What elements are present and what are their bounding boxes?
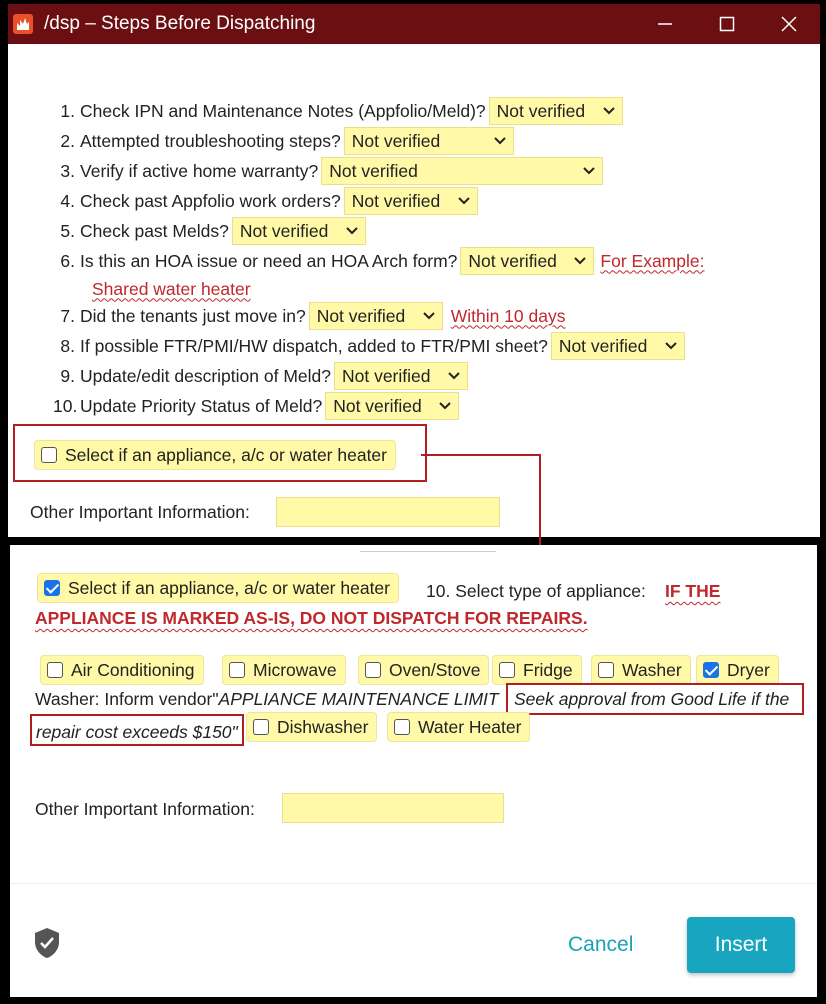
appliance-dryer[interactable]: Dryer: [696, 655, 779, 685]
checkbox-unchecked-icon: [499, 662, 515, 678]
as-is-warning-1: IF THE: [665, 581, 721, 601]
checkbox-checked-icon: [703, 662, 719, 678]
step-7-label: Did the tenants just move in?: [80, 305, 306, 326]
step-9-label: Update/edit description of Meld?: [80, 365, 331, 386]
step-8-label: If possible FTR/PMI/HW dispatch, added to FTR/PMI sheet?: [80, 335, 548, 356]
washer-approval-highlight-cont: repair cost exceeds $150": [30, 714, 244, 746]
appliance-microwave[interactable]: Microwave: [222, 655, 346, 685]
close-button[interactable]: [758, 4, 820, 44]
footer-divider: [10, 883, 817, 884]
washer-approval-highlight: Seek approval from Good Life if the: [506, 683, 804, 715]
checkbox-checked-icon: [44, 580, 60, 596]
step-6-select[interactable]: Not verified: [460, 247, 594, 275]
chevron-down-icon: [573, 256, 587, 266]
step-4-select[interactable]: Not verified: [344, 187, 478, 215]
insert-button[interactable]: Insert: [687, 917, 795, 973]
appliance-water-heater[interactable]: Water Heater: [387, 712, 530, 742]
step-2-label: Attempted troubleshooting steps?: [80, 130, 341, 151]
step-1: 1. Check IPN and Maintenance Notes (Appfolio/Meld)? Not verified: [53, 96, 623, 126]
step-10: 10. Update Priority Status of Meld? Not verified: [53, 391, 459, 421]
step-1-label: Check IPN and Maintenance Notes (Appfolio/Meld)?: [80, 100, 486, 121]
checkbox-unchecked-icon: [598, 662, 614, 678]
chevron-down-icon: [493, 136, 507, 146]
minimize-icon: [657, 16, 673, 32]
step-8-select[interactable]: Not verified: [551, 332, 685, 360]
other-info-input-expanded[interactable]: [282, 793, 504, 823]
step-8: 8. If possible FTR/PMI/HW dispatch, added to FTR/PMI sheet? Not verified: [53, 331, 685, 361]
select-type-label: 10. Select type of appliance:: [426, 581, 646, 601]
app-flame-icon: [12, 13, 34, 35]
chevron-down-icon: [447, 371, 461, 381]
step-5-label: Check past Melds?: [80, 220, 229, 241]
minimize-button[interactable]: [634, 4, 696, 44]
step-9: 9. Update/edit description of Meld? Not verified: [53, 361, 468, 391]
as-is-warning-2: APPLIANCE IS MARKED AS-IS, DO NOT DISPATCH FOR REPAIRS.: [35, 608, 588, 628]
appliance-fridge[interactable]: Fridge: [492, 655, 582, 685]
chevron-down-icon: [664, 341, 678, 351]
checkbox-unchecked-icon: [394, 719, 410, 735]
step-3: 3. Verify if active home warranty? Not verified: [53, 156, 603, 186]
chevron-down-icon: [422, 311, 436, 321]
step-2-select[interactable]: Not verified: [344, 127, 514, 155]
divider: [360, 551, 496, 552]
checkbox-unchecked-icon: [47, 662, 63, 678]
step-6: 6. Is this an HOA issue or need an HOA Arch form? Not verified For Example:: [53, 246, 704, 276]
step-1-select[interactable]: Not verified: [489, 97, 623, 125]
other-info-label: Other Important Information:: [30, 502, 250, 522]
step-4: 4. Check past Appfolio work orders? Not verified: [53, 186, 478, 216]
appliance-toggle-checkbox-checked[interactable]: Select if an appliance, a/c or water heater: [37, 573, 399, 603]
chevron-down-icon: [345, 226, 359, 236]
chevron-down-icon: [602, 106, 616, 116]
step-9-select[interactable]: Not verified: [334, 362, 468, 390]
step-6-note-continued: Shared water heater: [92, 278, 251, 299]
step-3-select[interactable]: Not verified: [321, 157, 603, 185]
step-7-select[interactable]: Not verified: [309, 302, 443, 330]
title-bar: [8, 4, 820, 44]
step-10-label: Update Priority Status of Meld?: [80, 395, 323, 416]
chevron-down-icon: [438, 401, 452, 411]
expanded-panel: [10, 545, 817, 997]
window-title: /dsp – Steps Before Dispatching: [44, 13, 316, 34]
step-6-label: Is this an HOA issue or need an HOA Arch form?: [80, 250, 458, 271]
step-5-select[interactable]: Not verified: [232, 217, 366, 245]
maximize-button[interactable]: [696, 4, 758, 44]
step-10-select[interactable]: Not verified: [325, 392, 459, 420]
maximize-icon: [719, 16, 735, 32]
appliance-oven-stove[interactable]: Oven/Stove: [358, 655, 489, 685]
appliance-toggle-checkbox[interactable]: Select if an appliance, a/c or water heater: [34, 440, 396, 470]
appliance-dishwasher[interactable]: Dishwasher: [246, 712, 377, 742]
checkbox-unchecked-icon: [365, 662, 381, 678]
step-3-label: Verify if active home warranty?: [80, 160, 319, 181]
step-2: 2. Attempted troubleshooting steps? Not verified: [53, 126, 514, 156]
appliance-washer[interactable]: Washer: [591, 655, 691, 685]
checkbox-unchecked-icon: [229, 662, 245, 678]
step-7-note: Within 10 days: [450, 305, 566, 326]
appliance-air-conditioning[interactable]: Air Conditioning: [40, 655, 204, 685]
step-5: 5. Check past Melds? Not verified: [53, 216, 366, 246]
step-7: 7. Did the tenants just move in? Not verified Within 10 days: [53, 301, 565, 331]
close-icon: [781, 16, 797, 32]
shield-check-icon: [33, 927, 61, 959]
step-6-note: For Example:: [600, 250, 705, 271]
checklist-panel: [8, 44, 820, 537]
washer-note: Washer: Inform vendor"APPLIANCE MAINTENANCE LIMIT: [35, 689, 499, 709]
chevron-down-icon: [457, 196, 471, 206]
step-4-label: Check past Appfolio work orders?: [80, 190, 341, 211]
other-info-label-expanded: Other Important Information:: [35, 799, 255, 819]
cancel-button[interactable]: Cancel: [568, 933, 634, 956]
checkbox-unchecked-icon: [253, 719, 269, 735]
checkbox-unchecked-icon: [41, 447, 57, 463]
chevron-down-icon: [582, 166, 596, 176]
